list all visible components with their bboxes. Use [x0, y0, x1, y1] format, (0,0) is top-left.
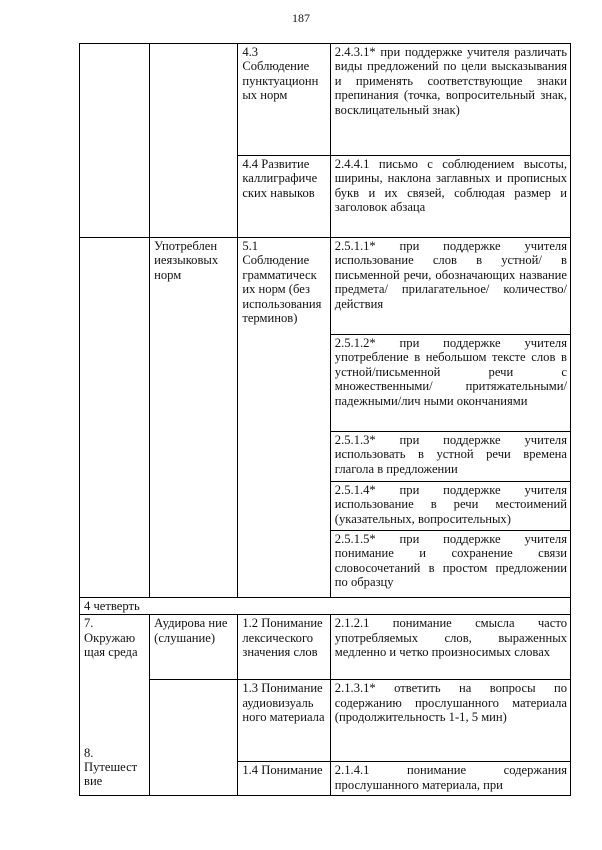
theme-cell — [80, 615, 150, 796]
skill-cell — [150, 44, 238, 238]
subskill-cell: 5.1 Соблюдение грамматическ их норм (без использования терминов) — [238, 238, 330, 598]
theme-cell — [80, 44, 150, 238]
goal-cell: 2.1.4.1 понимание содержания прослушанного материала, при — [330, 762, 570, 796]
table-row — [80, 615, 571, 680]
skill-cell: Аудирова ние (слушание) — [150, 615, 238, 680]
subskill-cell: 1.3 Понимание аудиовизуаль ного материала — [238, 680, 330, 762]
skill-cell — [150, 680, 238, 796]
table-row — [80, 44, 571, 156]
goal-cell: 2.5.1.5* при поддержке учителя понимание и сохранение связи словосочетаний в простом предложении по образцу — [330, 531, 570, 598]
subskill-cell: 4.4 Развитие каллиграфиче ских навыков — [238, 156, 330, 238]
quarter-row — [80, 598, 571, 615]
subskill-cell: 1.4 Понимание — [238, 762, 330, 796]
theme-travel: 8. Путешест вие — [84, 745, 138, 789]
subskill-cell: 4.3 Соблюдение пунктуационн ых норм — [238, 44, 330, 156]
goal-cell: 2.5.1.2* при поддержке учителя употребление в небольшом тексте слов в устной/письменной речи с множественными/ притяжательными/падежными/лич ными окончаниями — [330, 335, 570, 432]
goal-cell: 2.5.1.1* при поддержке учителя использование слов в устной/ в письменной речи, обозначающих название предмета/ прилагательное/ количество/действия — [330, 238, 570, 335]
subskill-cell: 1.2 Понимание лексического значения слов — [238, 615, 330, 680]
goal-cell: 2.1.3.1* ответить на вопросы по содержанию прослушанного материала (продолжительность 1-1, 5 мин) — [330, 680, 570, 762]
skill-cell: Употреблен иеязыковых норм — [150, 238, 238, 598]
table-row — [80, 680, 571, 762]
table-row — [80, 238, 571, 335]
curriculum-table — [79, 43, 571, 796]
goal-cell: 2.1.2.1 понимание смысла часто употребляемых слов, выраженных медленно и четко произносимых словах — [330, 615, 570, 680]
goal-cell: 2.5.1.4* при поддержке учителя использование в речи местоимений (указательных, вопросительных) — [330, 482, 570, 531]
quarter-label: 4 четверть — [80, 598, 571, 615]
page-number: 187 — [292, 11, 310, 25]
theme-environment: 7. Окружаю щая среда — [84, 616, 138, 660]
goal-cell: 2.4.3.1* при поддержке учителя различать виды предложений по цели высказывания и применять соответствующие знаки препинания (точка, вопросительный знак, восклицательный знак) — [330, 44, 570, 156]
goal-cell: 2.4.4.1 письмо с соблюдением высоты, ширины, наклона заглавных и прописных букв и их связей, соблюдая размер и заголовок абзаца — [330, 156, 570, 238]
theme-cell — [80, 238, 150, 598]
goal-cell: 2.5.1.3* при поддержке учителя использовать в устной речи времена глагола в предложении — [330, 432, 570, 482]
